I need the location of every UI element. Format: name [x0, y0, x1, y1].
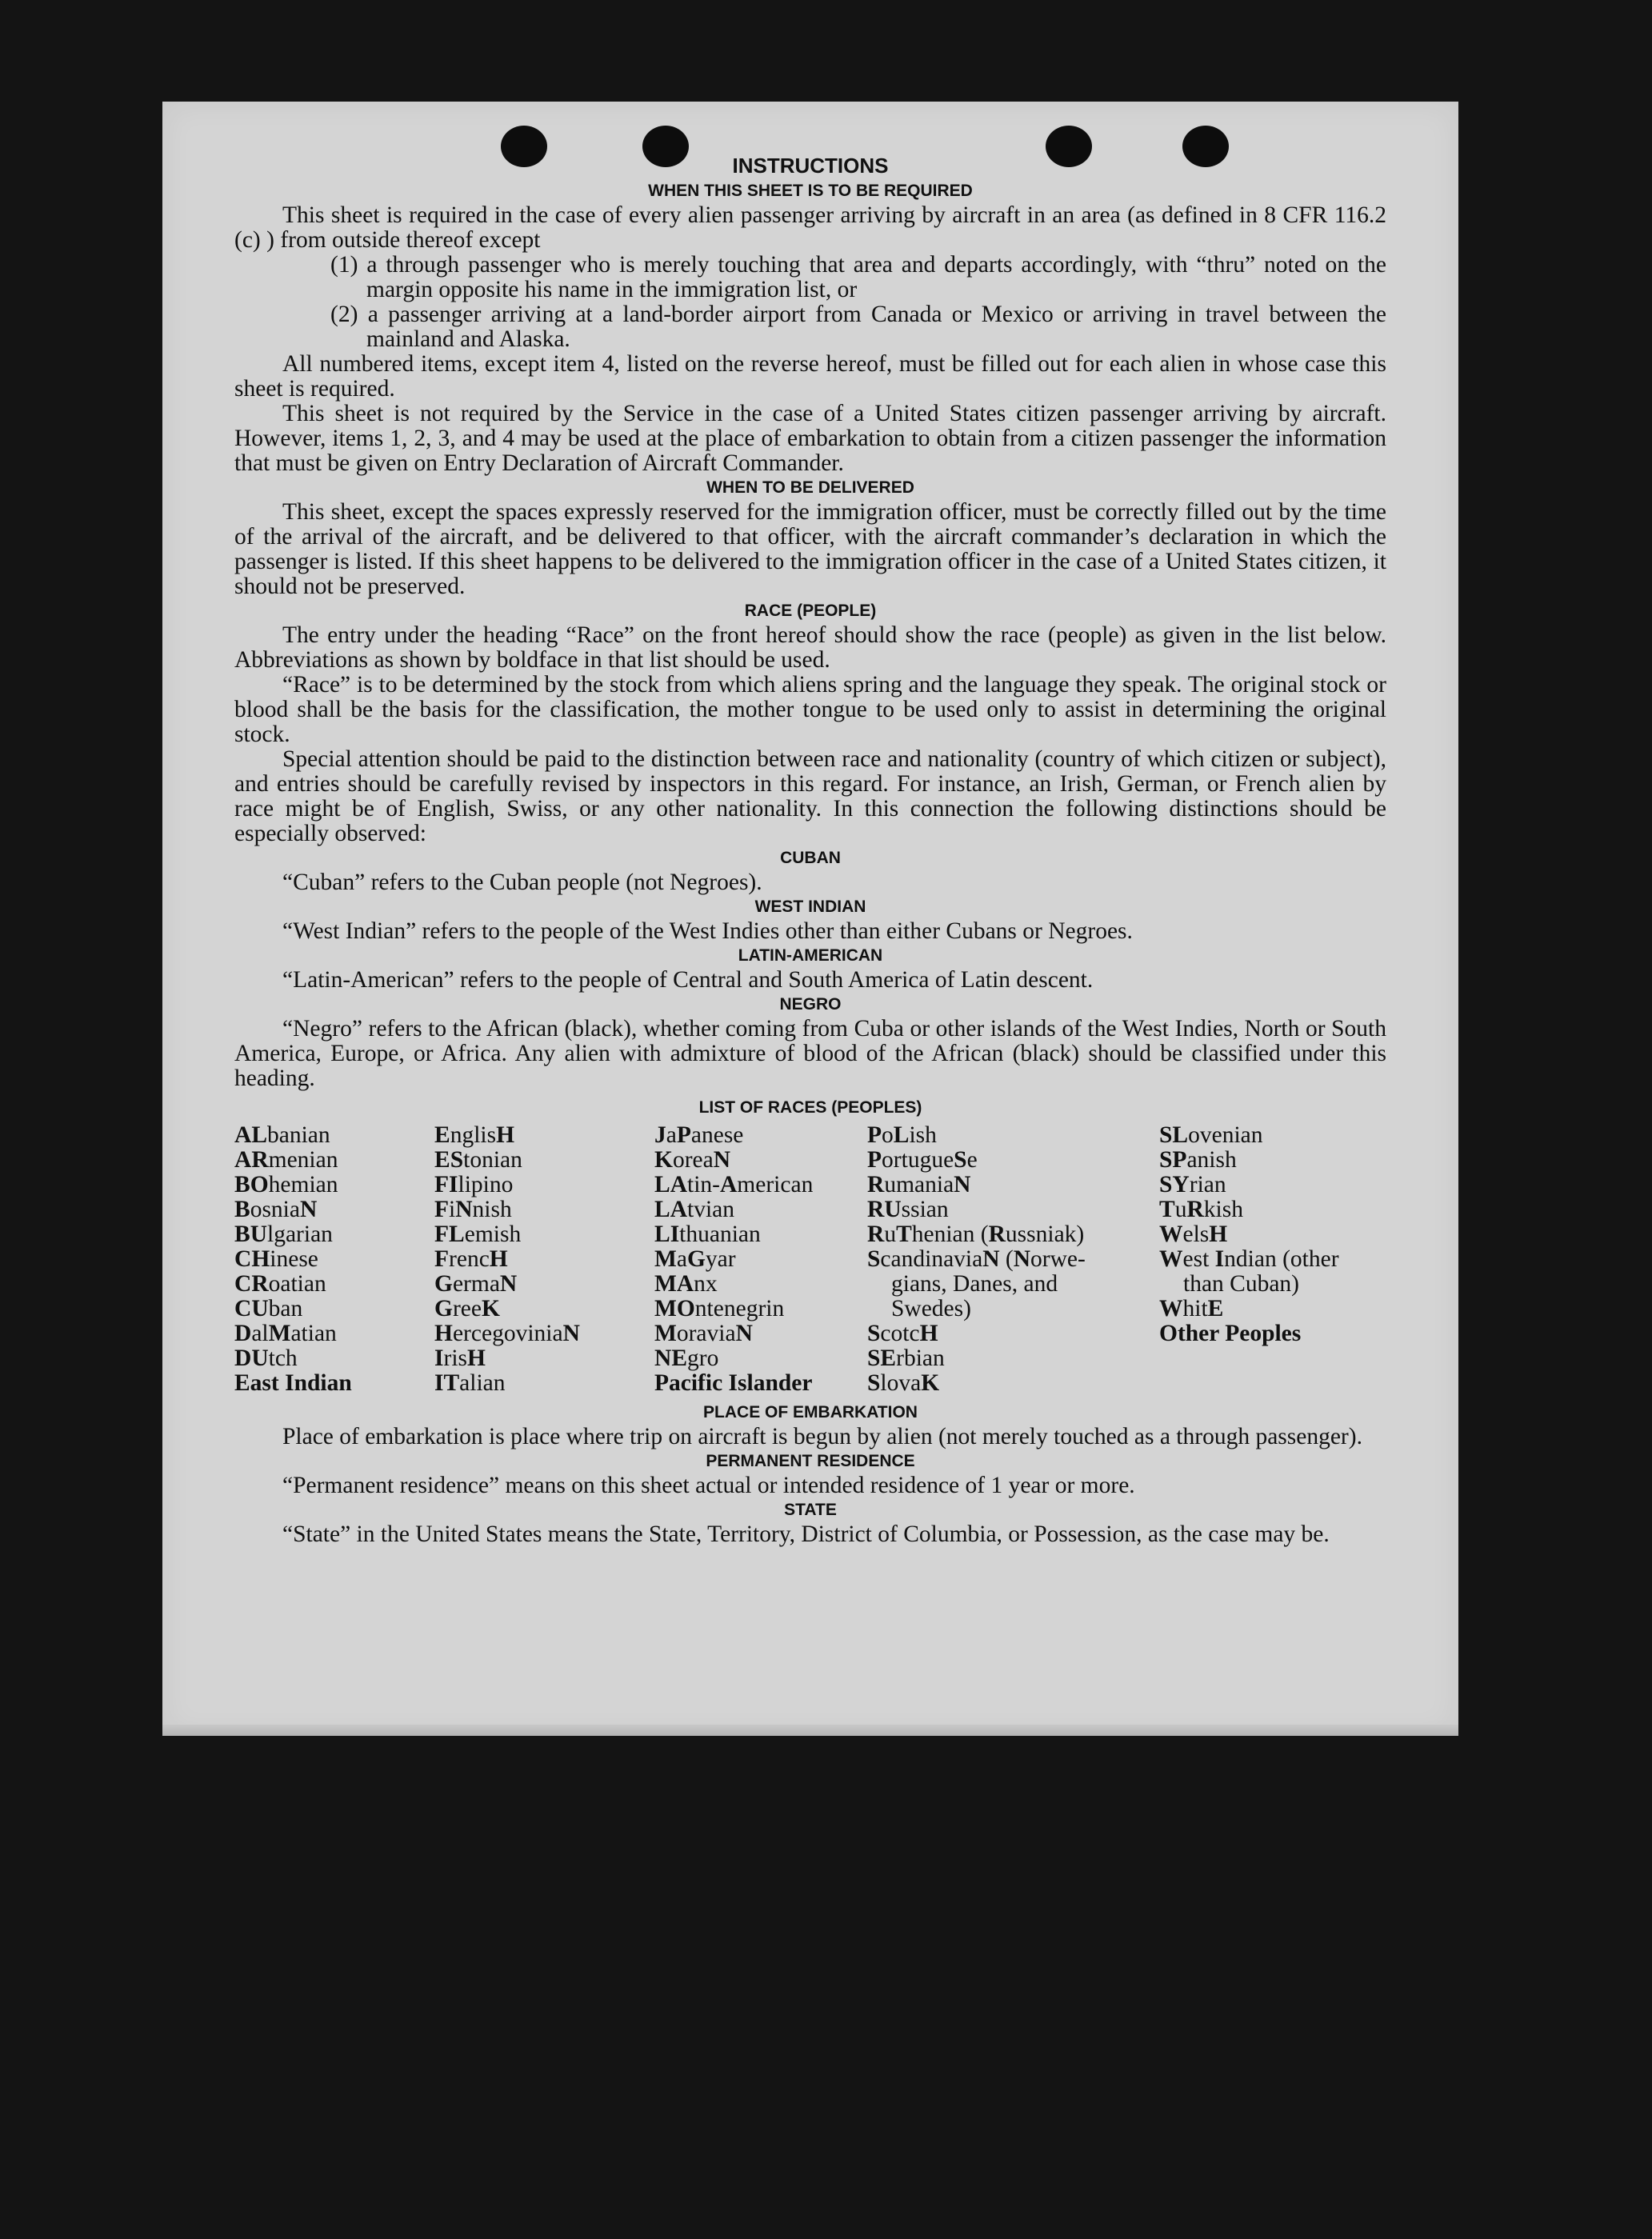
section-heading: WHEN THIS SHEET IS TO BE REQUIRED	[648, 182, 973, 200]
race-entry: BOhemian	[234, 1172, 338, 1197]
race-column	[434, 1123, 654, 1396]
race-entry: MOntenegrin	[654, 1296, 785, 1321]
race-entry: GreeK	[434, 1296, 500, 1321]
race-entry: EStonian	[434, 1147, 522, 1173]
race-entry: FiNnish	[434, 1197, 512, 1222]
race-entry: LAtvian	[654, 1197, 734, 1222]
race-entry: than Cuban)	[1183, 1271, 1300, 1297]
race-entry: KoreaN	[654, 1147, 731, 1173]
race-entry: PoLish	[867, 1122, 937, 1148]
race-entry: West Indian (other	[1159, 1246, 1339, 1272]
paragraph: “Negro” refers to the African (black), whether coming from Cuba or other islands of the West Indies, North or South America, Europe, or Africa. Any alien with admixture of blood of the African (black) should be classified under this heading.	[234, 1016, 1386, 1091]
race-entry: MaGyar	[654, 1246, 736, 1272]
document-title: INSTRUCTIONS	[732, 154, 889, 178]
race-entry: BUlgarian	[234, 1221, 333, 1247]
paragraph: All numbered items, except item 4, listed on the reverse hereof, must be filled out for each alien in whose case this sheet is required.	[234, 351, 1386, 402]
document-page	[162, 102, 1458, 1736]
section-heading: PERMANENT RESIDENCE	[706, 1452, 915, 1470]
race-entry: SlovaK	[867, 1370, 940, 1396]
race-entry: CUban	[234, 1296, 303, 1321]
race-column	[234, 1123, 434, 1396]
race-entry: Swedes)	[891, 1296, 971, 1321]
race-entry: FIlipino	[434, 1172, 514, 1197]
race-entry: EnglisH	[434, 1122, 515, 1148]
race-entry: JaPanese	[654, 1122, 744, 1148]
section-heading: WEST INDIAN	[754, 898, 866, 916]
paragraph: “West Indian” refers to the people of the West Indies other than either Cubans or Negroes.	[282, 918, 1133, 944]
paragraph: “State” in the United States means the State, Territory, District of Columbia, or Possession, as the case may be.	[282, 1521, 1330, 1547]
paragraph: “Permanent residence” means on this sheet actual or intended residence of 1 year or more.	[282, 1473, 1135, 1498]
race-entry: MoraviaN	[654, 1321, 753, 1346]
paragraph: This sheet is not required by the Service in the case of a United States citizen passenger arriving by aircraft. However, items 1, 2, 3, and 4 may be used at the place of embarkation to obtain from a citizen passenger the information that must be given on Entry Declaration of Aircraft Commander.	[234, 401, 1386, 476]
race-entry: WelsH	[1159, 1221, 1228, 1247]
race-entry: NEgro	[654, 1345, 719, 1371]
section-heading: CUBAN	[780, 849, 841, 867]
section-heading: WHEN TO BE DELIVERED	[706, 478, 914, 497]
race-entry: FLemish	[434, 1221, 522, 1247]
race-entry: SPanish	[1159, 1147, 1237, 1173]
list-item: (2) a passenger arriving at a land-border airport from Canada or Mexico or arriving in travel between the mainland and Alaska.	[330, 302, 1386, 352]
race-entry: CRoatian	[234, 1271, 326, 1297]
race-entry: MAnx	[654, 1271, 718, 1297]
race-entry: SYrian	[1159, 1172, 1226, 1197]
paragraph: This sheet is required in the case of every alien passenger arriving by aircraft in an area (as defined in 8 CFR 116.2 (c) ) from outside thereof except	[234, 202, 1386, 253]
race-entry: Other Peoples	[1159, 1321, 1302, 1346]
paragraph: “Cuban” refers to the Cuban people (not Negroes).	[282, 870, 762, 895]
paragraph: The entry under the heading “Race” on the front hereof should show the race (people) as given in the list below. Abbreviations as shown by boldface in that list should be used.	[234, 622, 1386, 673]
punch-hole	[1046, 126, 1092, 167]
race-entry: PortugueSe	[867, 1147, 978, 1173]
paragraph: “Latin-American” refers to the people of Central and South America of Latin descent.	[282, 967, 1094, 993]
race-entry: WhitE	[1159, 1296, 1224, 1321]
race-column	[654, 1123, 867, 1396]
section-heading: STATE	[784, 1501, 837, 1519]
paragraph: This sheet, except the spaces expressly reserved for the immigration officer, must be correctly filled out by the time of the arrival of the aircraft, and be delivered to that officer, with the aircraft commander’s declaration in which the passenger is listed. If this sheet happens to be delivered to the immigration officer in the case of a United States citizen, it should not be preserved.	[234, 499, 1386, 599]
race-entry: ARmenian	[234, 1147, 338, 1173]
race-entry: LIthuanian	[654, 1221, 761, 1247]
race-entry: East Indian	[234, 1370, 352, 1396]
race-list	[234, 1123, 1386, 1396]
race-entry: SErbian	[867, 1345, 945, 1371]
race-entry: GermaN	[434, 1271, 518, 1297]
race-entry: HercegoviniaN	[434, 1321, 580, 1346]
race-column	[867, 1123, 1159, 1396]
race-entry: FrencH	[434, 1246, 508, 1272]
section-heading: PLACE OF EMBARKATION	[703, 1403, 918, 1421]
race-entry: ScotcH	[867, 1321, 938, 1346]
section-heading: RACE (PEOPLE)	[744, 602, 877, 620]
race-entry: RUssian	[867, 1197, 949, 1222]
section-heading: LIST OF RACES (PEOPLES)	[698, 1098, 922, 1117]
punch-hole	[501, 126, 547, 167]
race-entry: SLovenian	[1159, 1122, 1263, 1148]
section-heading: LATIN-AMERICAN	[738, 946, 883, 965]
race-entry: ITalian	[434, 1370, 506, 1396]
punch-hole	[642, 126, 689, 167]
race-entry: CHinese	[234, 1246, 318, 1272]
race-entry: gians, Danes, and	[891, 1271, 1058, 1297]
race-entry: DUtch	[234, 1345, 298, 1371]
list-item: (1) a through passenger who is merely touching that area and departs accordingly, with “thru” noted on the margin opposite his name in the immigration list, or	[330, 252, 1386, 302]
race-entry: BosniaN	[234, 1197, 318, 1222]
section-heading: NEGRO	[779, 995, 842, 1014]
race-entry: DalMatian	[234, 1321, 337, 1346]
race-entry: IrisH	[434, 1345, 486, 1371]
race-entry: ScandinaviaN (Norwe-	[867, 1246, 1086, 1272]
race-entry: RuThenian (Russniak)	[867, 1221, 1085, 1247]
race-entry: TuRkish	[1159, 1197, 1243, 1222]
paragraph: Special attention should be paid to the distinction between race and nationality (country of which citizen or subject), and entries should be carefully revised by inspectors in this regard. For instance, an Irish, German, or French alien by race might be of English, Swiss, or any other nationality. In this connection the following distinctions should be especially observed:	[234, 746, 1386, 846]
race-entry: LAtin-American	[654, 1172, 814, 1197]
race-entry: RumaniaN	[867, 1172, 971, 1197]
race-entry: ALbanian	[234, 1122, 330, 1148]
punch-hole	[1182, 126, 1229, 167]
paragraph: “Race” is to be determined by the stock from which aliens spring and the language they speak. The original stock or blood shall be the basis for the classification, the mother tongue to be used only to assist in determining the original stock.	[234, 672, 1386, 747]
race-column	[1159, 1123, 1379, 1396]
race-entry: Pacific Islander	[654, 1370, 813, 1396]
paragraph: Place of embarkation is place where trip on aircraft is begun by alien (not merely touched as a through passenger).	[282, 1424, 1362, 1449]
